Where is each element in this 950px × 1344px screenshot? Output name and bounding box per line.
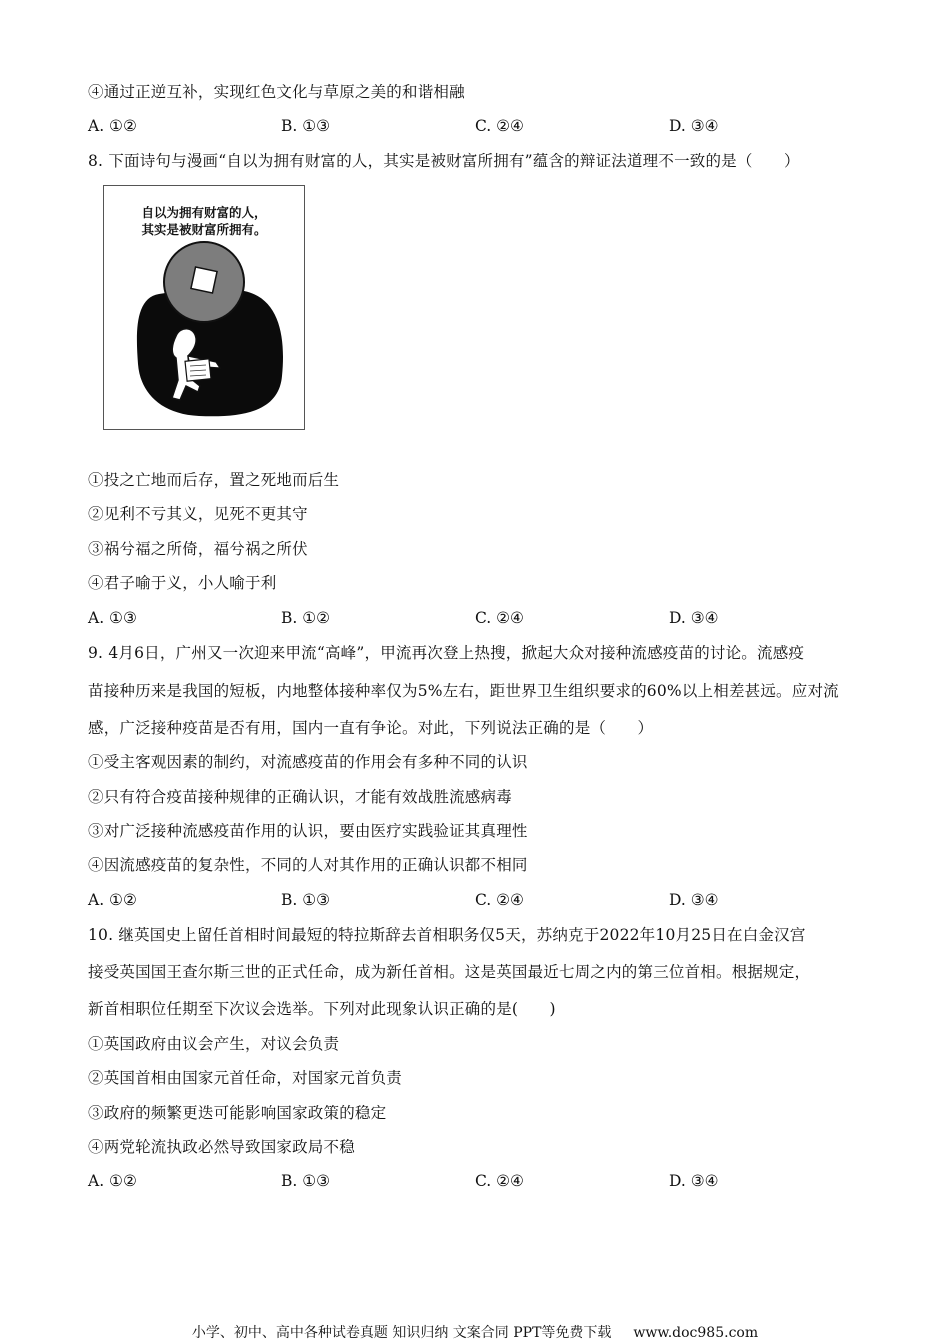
q10-option-b: B. ①③ [281,1172,331,1190]
q7-option-a: A. ①② [88,117,137,135]
q8-item-4: ④君子喻于义，小人喻于利 [88,574,277,592]
q8-option-a: A. ①③ [88,609,137,627]
q10-item-3: ③政府的频繁更迭可能影响国家政策的稳定 [88,1104,387,1122]
q10-stem-line-2: 接受英国国王查尔斯三世的正式任命，成为新任首相。这是英国最近七周之内的第三位首相。根据规定， [88,963,811,981]
q7-option-d: D. ③④ [669,117,719,135]
q8-option-c: C. ②④ [475,609,524,627]
q9-option-b: B. ①③ [281,891,331,909]
q8-options [88,608,848,628]
q9-stem-line-3: 感，广泛接种疫苗是否有用，国内一直有争论。对此，下列说法正确的是（ ） [88,719,654,737]
q8-item-2: ②见利不亏其义，见死不更其守 [88,505,308,523]
footer-url-link[interactable]: www.doc985.com [633,1325,759,1341]
q7-option-b: B. ①③ [281,117,331,135]
q8-item-1: ①投之亡地而后存，置之死地而后生 [88,471,340,489]
cartoon-caption-line-1: 自以为拥有财富的人， [141,205,267,220]
q9-item-3: ③对广泛接种流感疫苗作用的认识，要由医疗实践验证其真理性 [88,822,528,840]
q10-option-a: A. ①② [88,1172,137,1190]
q10-item-1: ①英国政府由议会产生，对议会负责 [88,1035,340,1053]
q8-item-3: ③祸兮福之所倚，福兮祸之所伏 [88,540,308,558]
footer-text: 小学、初中、高中各种试卷真题 知识归纳 文案合同 PPT等免费下载 [191,1325,612,1341]
q7-option-c: C. ②④ [475,117,524,135]
q9-item-4: ④因流感疫苗的复杂性，不同的人对其作用的正确认识都不相同 [88,856,528,874]
q8-stem: 8. 下面诗句与漫画“自以为拥有财富的人，其实是被财富所拥有”蕴含的辩证法道理不一致的是（ ） [88,152,800,170]
q10-option-c: C. ②④ [475,1172,524,1190]
q10-item-4: ④两党轮流执政必然导致国家政局不稳 [88,1138,355,1156]
q8-option-b: B. ①② [281,609,331,627]
q7-options [88,116,848,136]
q10-option-d: D. ③④ [669,1172,719,1190]
q10-item-2: ②英国首相由国家元首任命，对国家元首负责 [88,1069,403,1087]
cartoon-drawing [104,186,304,429]
q9-option-d: D. ③④ [669,891,719,909]
q9-item-2: ②只有符合疫苗接种规律的正确认识，才能有效战胜流感病毒 [88,788,512,806]
q9-stem-line-2: 苗接种历来是我国的短板，内地整体接种率仅为5%左右，距世界卫生组织要求的60%以上相差甚远。应对流 [88,682,839,700]
q10-options [88,1171,848,1191]
cartoon-caption-line-2: 其实是被财富所拥有。 [141,222,267,237]
cartoon-image [103,185,305,430]
q9-options [88,890,848,910]
q9-stem-line-1: 9. 4月6日，广州又一次迎来甲流“高峰”，甲流再次登上热搜，掀起大众对接种流感疫苗的讨论。流感疫 [88,644,805,662]
q10-stem-line-1: 10. 继英国史上留任首相时间最短的特拉斯辞去首相职务仅5天，苏纳克于2022年10月25日在白金汉宫 [88,926,806,944]
q8-option-d: D. ③④ [669,609,719,627]
q9-option-c: C. ②④ [475,891,524,909]
page-footer [0,1324,950,1342]
q9-item-1: ①受主客观因素的制约，对流感疫苗的作用会有多种不同的认识 [88,753,528,771]
q9-option-a: A. ①② [88,891,137,909]
q7-item-4: ④通过正逆互补，实现红色文化与草原之美的和谐相融 [88,83,465,101]
q10-stem-line-3: 新首相职位任期至下次议会选举。下列对此现象认识正确的是( ) [88,1000,556,1018]
